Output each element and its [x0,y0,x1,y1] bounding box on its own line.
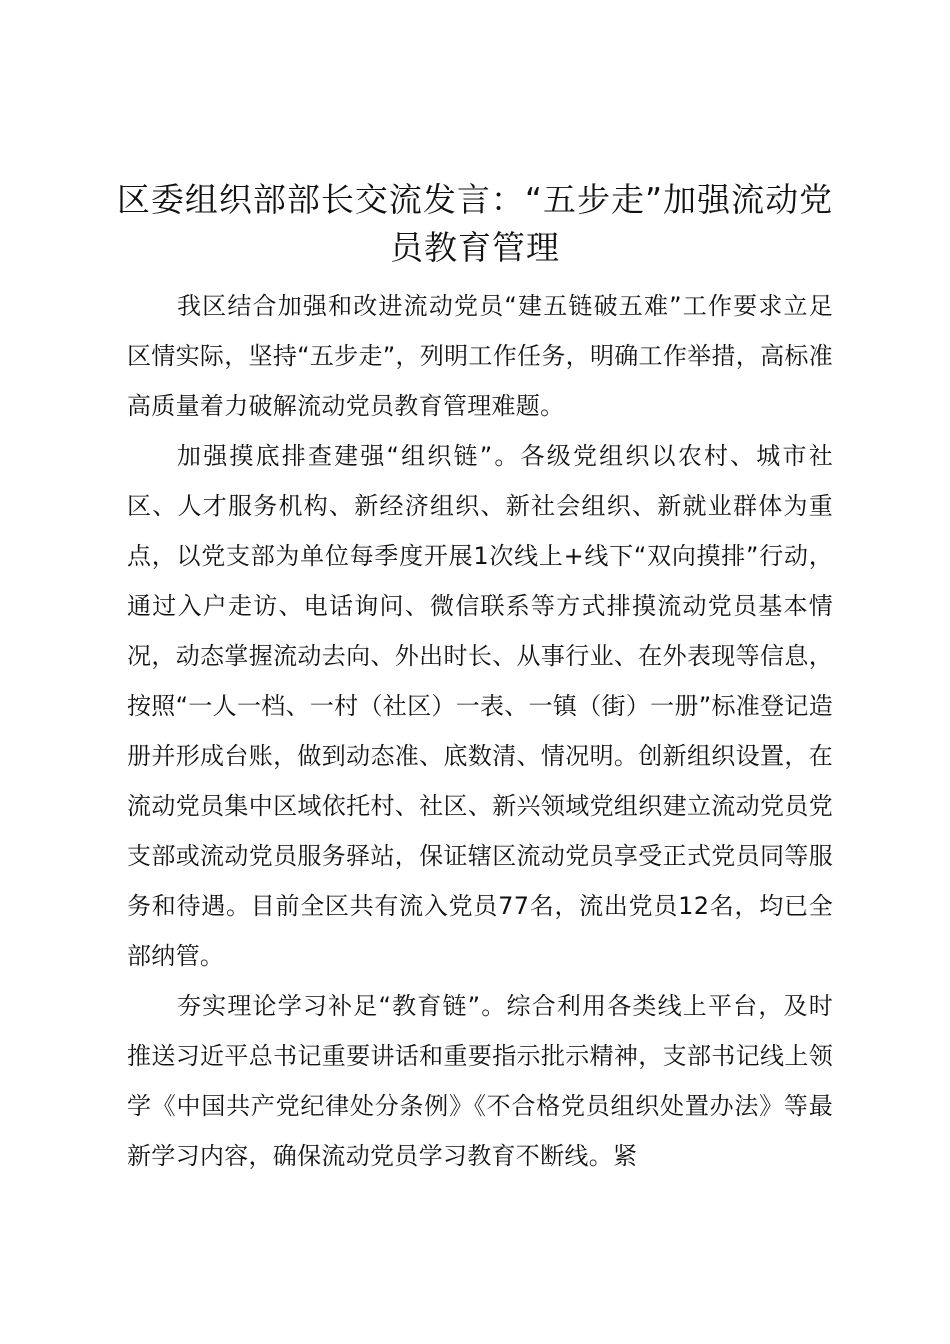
paragraph-education-chain: 夯实理论学习补足“教育链”。综合利用各类线上平台，及时推送习近平总书记重要讲话和重要指示批示精神，支部书记线上领学《中国共产党纪律处分条例》《不合格党员组织处置办法》等最新学习内容，确保流动党员学习教育不断线。紧 [127,992,833,1170]
document-body [127,281,833,1181]
paragraph-organization-chain: 加强摸底排查建强“组织链”。各级党组织以农村、城市社区、人才服务机构、新经济组织、新社会组织、新就业群体为重点，以党支部为单位每季度开展1次线上+线下“双向摸排”行动，通过入户走访、电话询问、微信联系等方式排摸流动党员基本情况，动态掌握流动去向、外出时长、从事行业、在外表现等信息，按照“一人一档、一村（社区）一表、一镇（街）一册”标准登记造册并形成台账，做到动态准、底数清、情况明。创新组织设置，在流动党员集中区域依托村、社区、新兴领域党组织建立流动党员党支部或流动党员服务驿站，保证辖区流动党员享受正式党员同等服务和待遇。目前全区共有流入党员77名，流出党员12名，均已全部纳管。 [127,442,833,970]
paragraph-intro: 我区结合加强和改进流动党员“建五链破五难”工作要求立足区情实际，坚持“五步走”，列明工作任务，明确工作举措，高标准高质量着力破解流动党员教育管理难题。 [127,292,833,420]
document-title: 区委组织部部长交流发言：“五步走”加强流动党员教育管理 [116,180,834,267]
